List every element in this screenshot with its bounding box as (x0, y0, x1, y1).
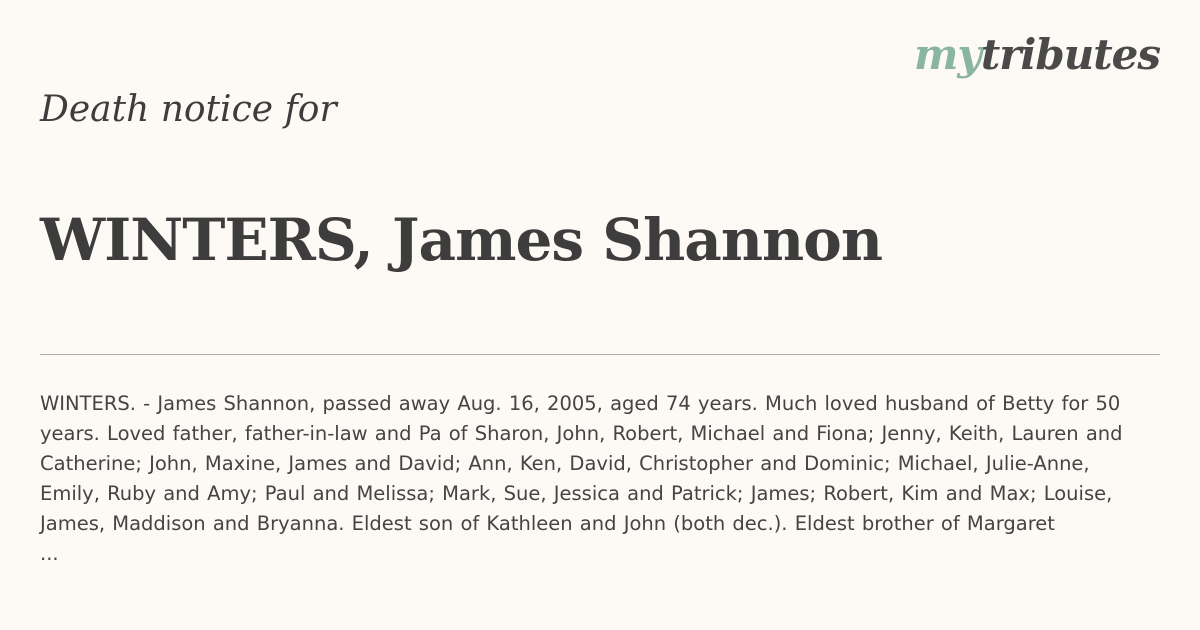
divider (40, 354, 1160, 355)
notice-body-text: WINTERS. - James Shannon, passed away Aug. 16, 2005, aged 74 years. Much loved husband of Betty for 50 years. Loved father, father-in-law and Pa of Sharon, John, Robert, Michael and Fiona; Jenny, Keith, Lauren and Catherine; John, Maxine, James and David; Ann, Ken, David, Christopher and Dominic; Michael, Julie-Anne, Emily, Ruby and Amy; Paul and Melissa; Mark, Sue, Jessica and Patrick; James; Robert, Kim and Max; Louise, James, Maddison and Bryanna. Eldest son of Kathleen and John (both dec.). Eldest brother of Margaret (40, 392, 1123, 535)
notice-truncation-ellipsis: ... (40, 542, 59, 565)
logo-part-my: my (913, 30, 981, 79)
notice-label: Death notice for (40, 89, 337, 130)
logo-part-tributes: tributes (980, 30, 1160, 79)
mytributes-logo[interactable] (913, 30, 1160, 79)
deceased-name: WINTERS, James Shannon (40, 206, 883, 274)
